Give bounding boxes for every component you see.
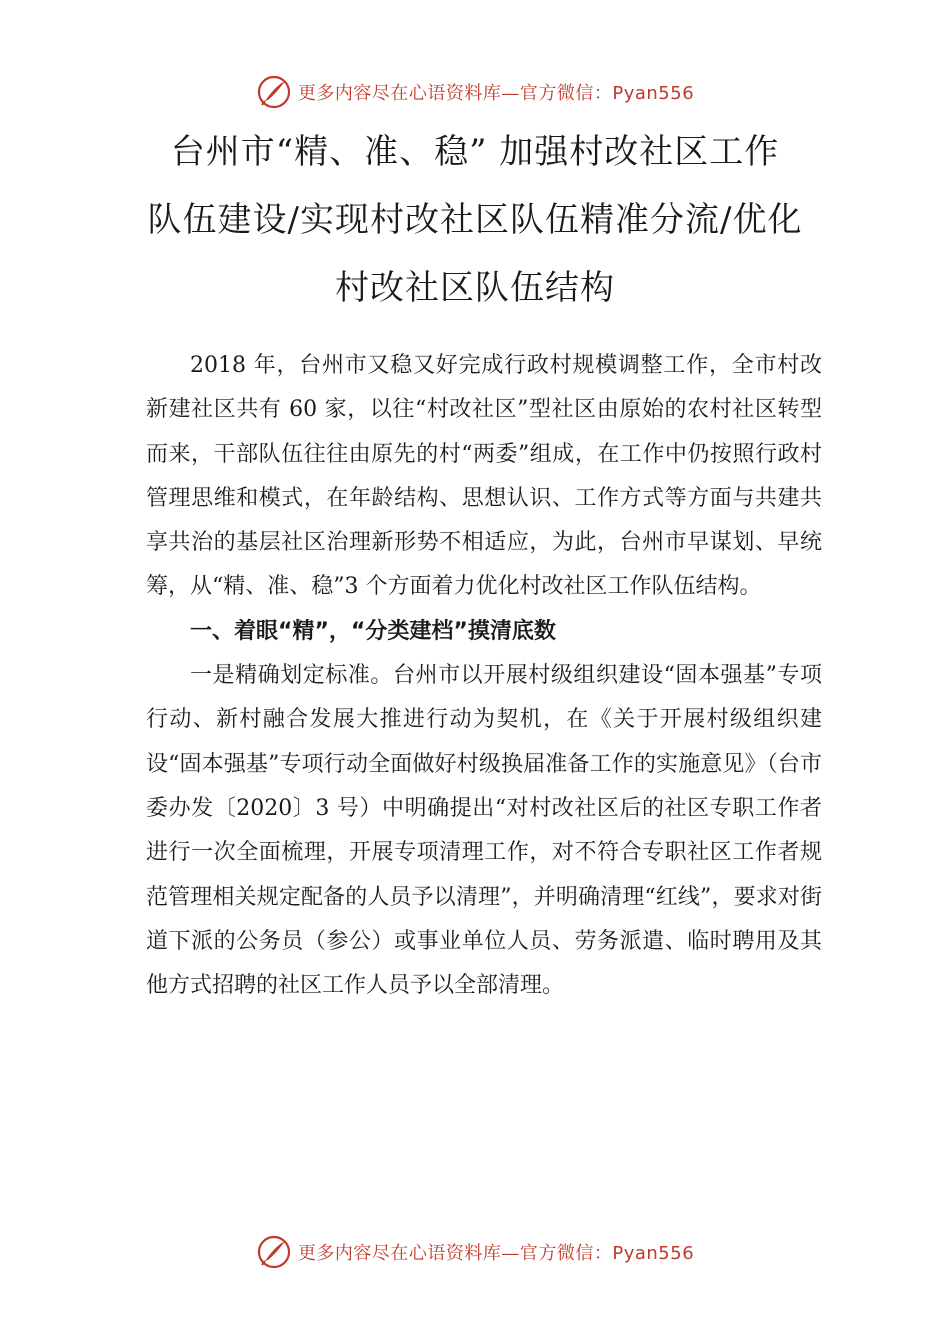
quill-logo-icon xyxy=(256,1234,292,1270)
paragraph-2-lead: 一是精确划定标准。 xyxy=(190,663,393,689)
header-banner xyxy=(0,74,950,110)
footer-wechat-id: Pyan556 xyxy=(612,1243,695,1264)
intro-paragraph: 2018 年，台州市又稳又好完成行政村规模调整工作，全市村改新建社区共有 60 家，以往“村改社区”型社区由原始的农村社区转型而来，干部队伍往往由原先的村“两委”组成，在工作中仍按照行政村管理思维和模式，在年龄结构、思想认识、工作方式等方面与共建共享共治的基层社区治理新形势不相适应，为此，台州市早谋划、早统筹，从“精、准、稳”3 个方面着力优化村改社区工作队伍结构。 xyxy=(146,353,822,600)
footer-banner-text xyxy=(298,1239,694,1265)
paragraph-2-body: 台州市以开展村级组织建设“固本强基”专项行动、新村融合发展大推进行动为契机，在《关于开展村级组织建设“固本强基”专项行动全面做好村级换届准备工作的实施意见》（台市委办发〔2020〕3 号）中明确提出“对村改社区后的社区专职工作者进行一次全面梳理，开展专项清理工作，对不符合专职社区工作者规范管理相关规定配备的人员予以清理”，并明确清理“红线”，要求对街道下派的公务员（参公）或事业单位人员、劳务派遣、临时聘用及其他方式招聘的社区工作人员予以全部清理。 xyxy=(146,663,822,999)
footer-wechat-label: 官方微信： xyxy=(519,1243,613,1264)
footer-banner xyxy=(0,1234,950,1270)
banner-library-text: 更多内容尽在心语资料库 xyxy=(297,83,502,104)
document-title xyxy=(120,118,830,322)
banner-wechat-id: Pyan556 xyxy=(612,83,695,104)
section-heading-1: 一、着眼“精”，“分类建档”摸清底数 xyxy=(190,618,556,644)
footer-library-text: 更多内容尽在心语资料库 xyxy=(297,1243,502,1264)
banner-text xyxy=(298,79,694,105)
title-line-3: 村改社区队伍结构 xyxy=(335,268,615,308)
footer-separator: — xyxy=(501,1243,520,1264)
title-line-1: 台州市“精、准、稳” 加强村改社区工作 xyxy=(170,132,780,172)
banner-separator: — xyxy=(501,83,520,104)
title-line-2: 队伍建设/实现村改社区队伍精准分流/优化 xyxy=(147,200,803,240)
banner-wechat-label: 官方微信： xyxy=(519,83,613,104)
document-body xyxy=(146,344,822,1008)
quill-logo-icon xyxy=(256,74,292,110)
paragraph-2 xyxy=(146,654,822,1008)
